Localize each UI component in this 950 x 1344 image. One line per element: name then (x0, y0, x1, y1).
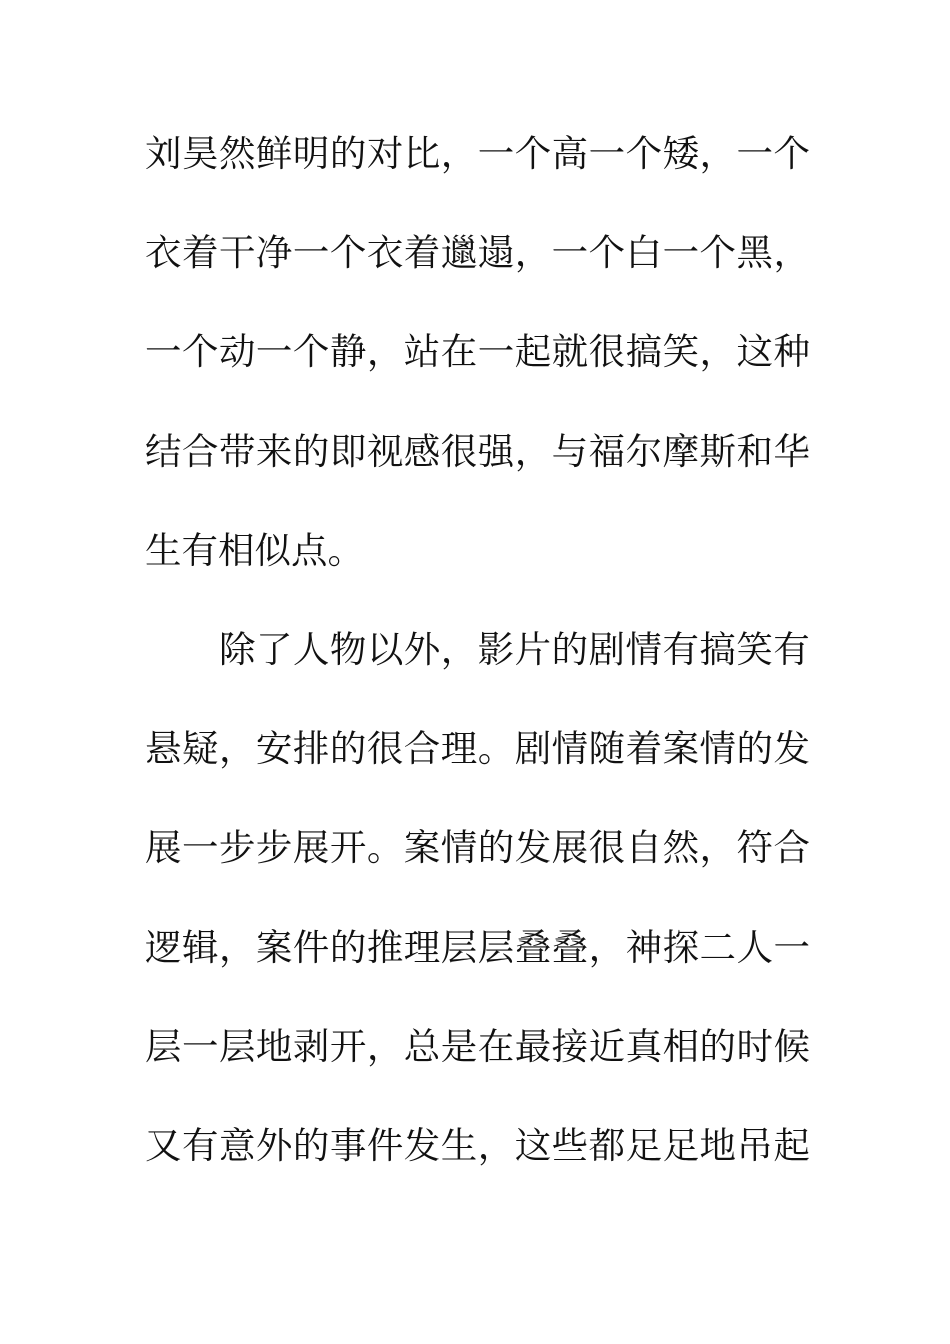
paragraph-first-line: 除 了 人 物 以 外 ， 影 片 的 剧 情 有 搞 笑 有 (219, 627, 810, 671)
text-line: 生有相似点。 (145, 528, 364, 572)
text-line: 展 一 步 步 展 开 。 案 情 的 发 展 很 自 然 ， 符 合 (145, 826, 810, 870)
text-line: 层 一 层 地 剥 开 ， 总 是 在 最 接 近 真 相 的 时 候 (145, 1024, 810, 1068)
body-text (145, 124, 810, 1215)
text-line: 逻 辑 ， 案 件 的 推 理 层 层 叠 叠 ， 神 探 二 人 一 (145, 925, 810, 969)
text-line: 结 合 带 来 的 即 视 感 很 强 ， 与 福 尔 摩 斯 和 华 (145, 429, 810, 473)
text-line: 衣 着 干 净 一 个 衣 着 邋 遢 ， 一 个 白 一 个 黑 ， (145, 231, 810, 275)
text-line: 又 有 意 外 的 事 件 发 生 ， 这 些 都 足 足 地 吊 起 (145, 1123, 810, 1167)
text-line: 悬 疑 ， 安 排 的 很 合 理 。 剧 情 随 着 案 情 的 发 (145, 727, 810, 771)
text-line: 刘 昊 然 鲜 明 的 对 比 ， 一 个 高 一 个 矮 ， 一 个 (145, 132, 810, 175)
text-line: 一 个 动 一 个 静 ， 站 在 一 起 就 很 搞 笑 ， 这 种 (145, 330, 810, 374)
